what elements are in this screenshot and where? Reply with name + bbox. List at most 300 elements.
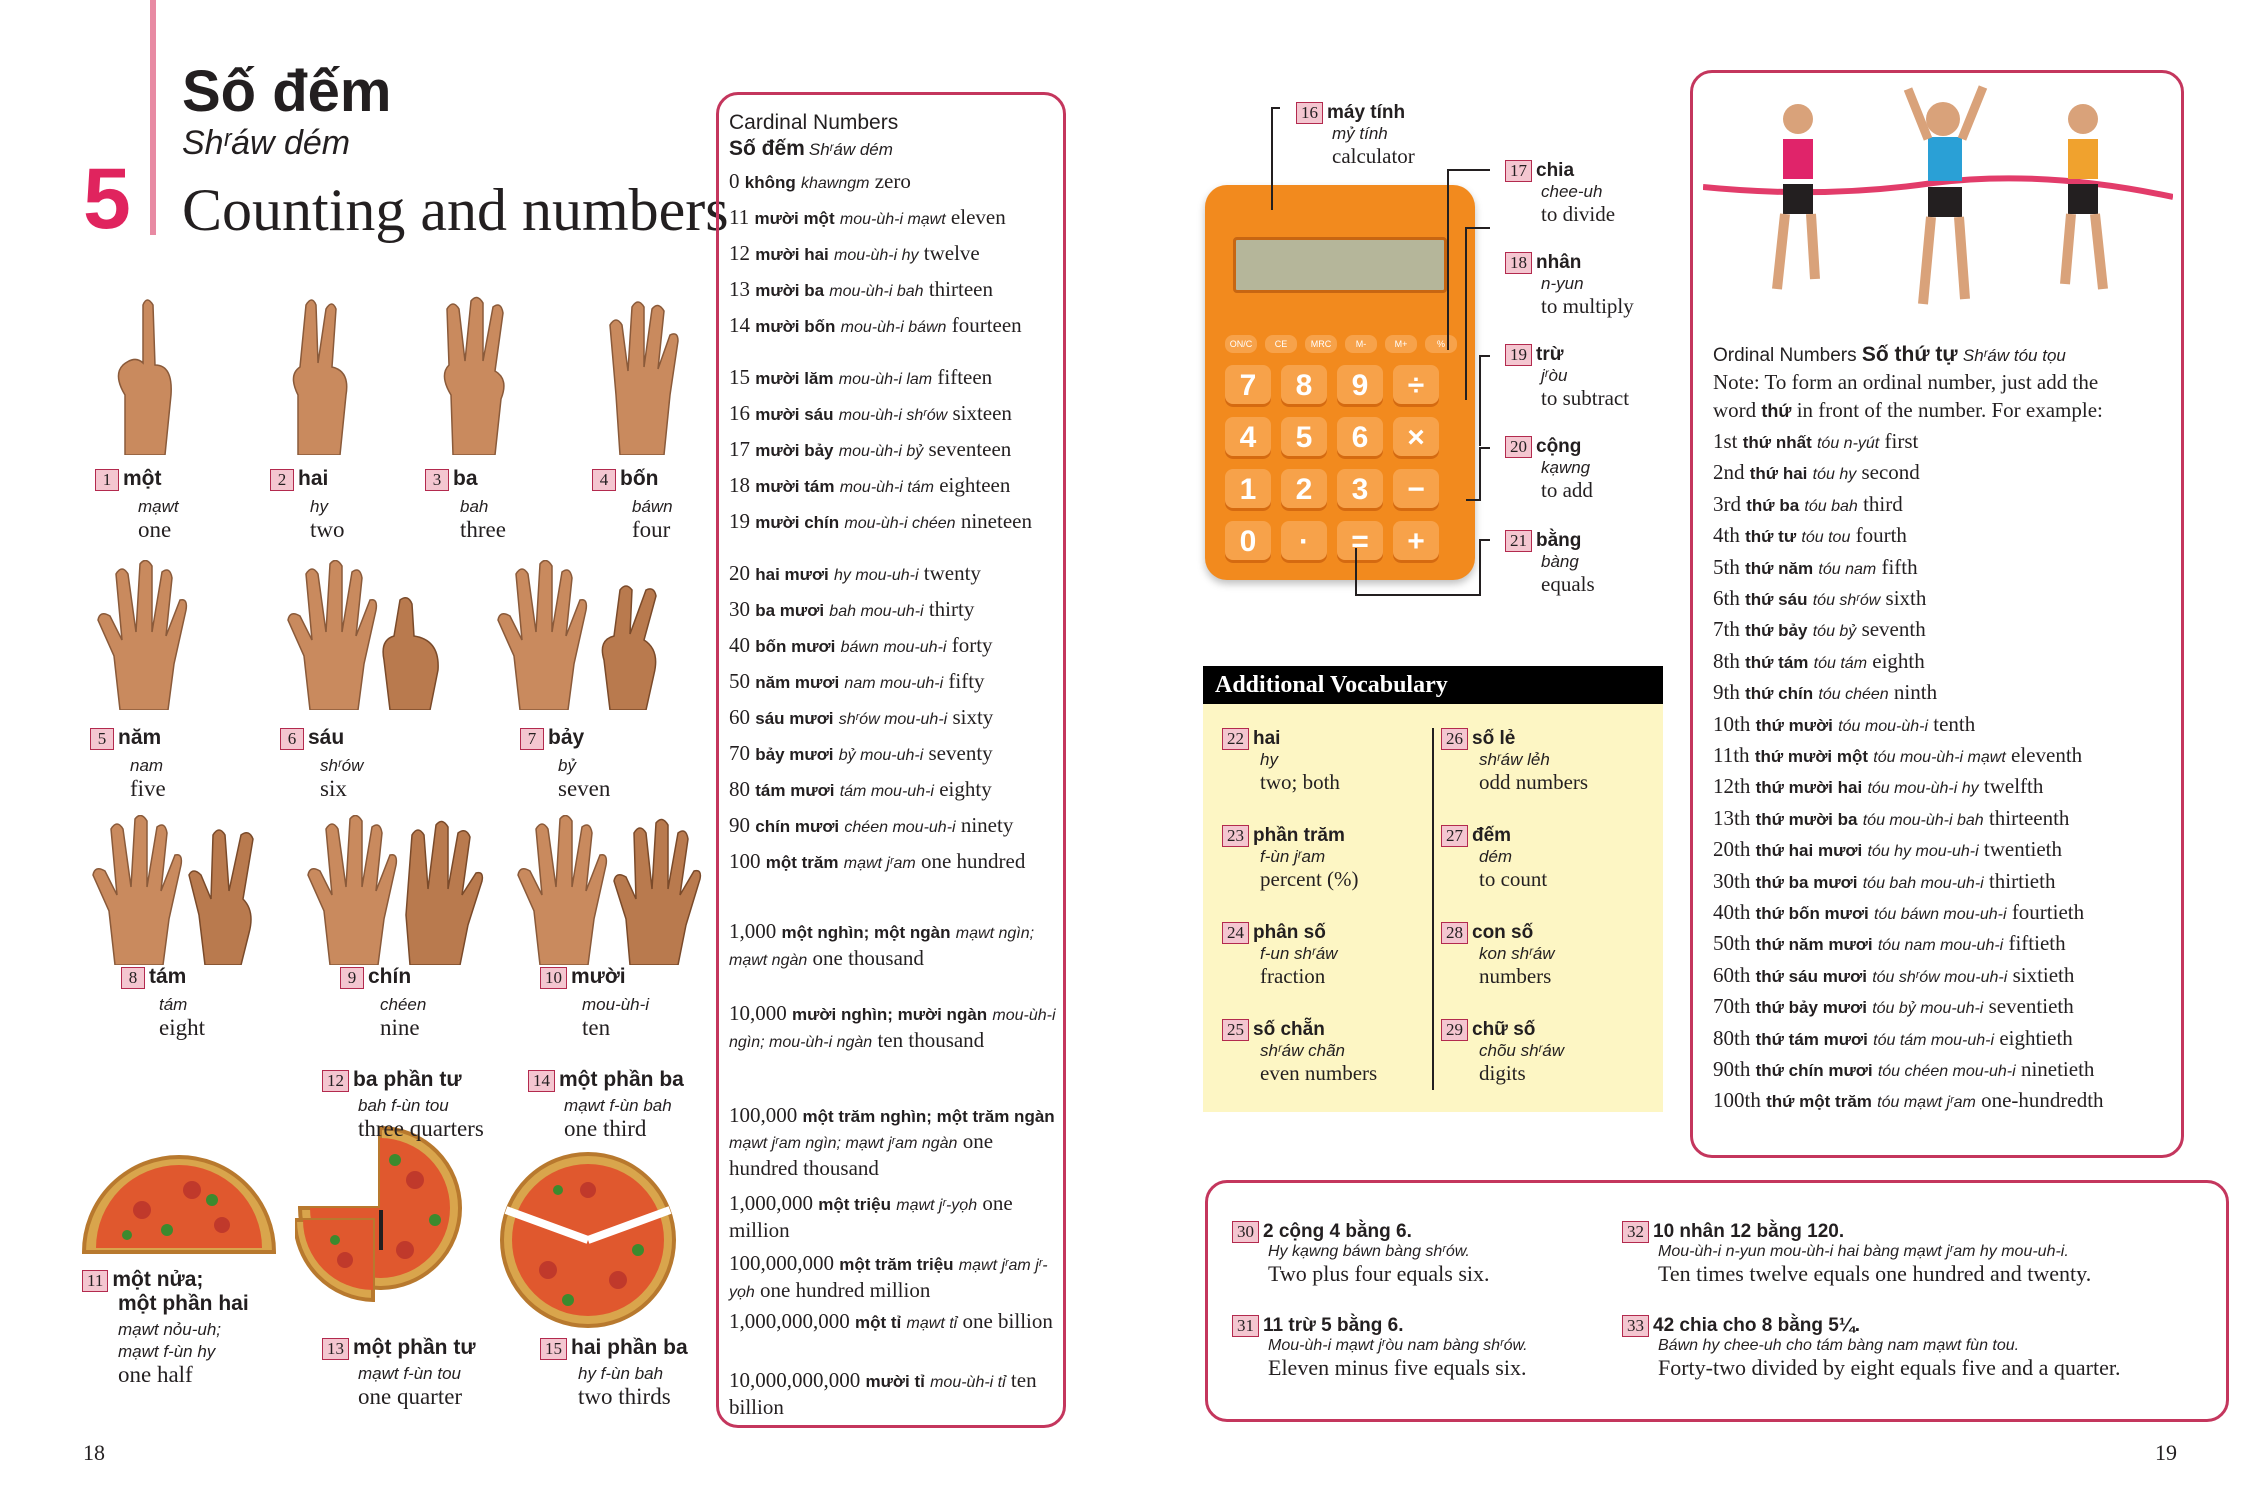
pronunciation: mou-ùh-i tám (839, 479, 934, 496)
vietnamese-word: thứ sáu mươi (1755, 966, 1867, 986)
pronunciation: mou-ùh-i mạwt (839, 211, 946, 228)
ordinal-number: 8th (1713, 648, 1740, 673)
ordinal-number: 13th (1713, 805, 1751, 830)
pizza-half-icon (82, 1150, 277, 1255)
english-word: eighteen (939, 473, 1011, 497)
english-word: thirteenth (1988, 805, 2070, 830)
pronunciation: kạwng (1541, 458, 1591, 477)
cardinal-heading-vietnamese: Số đếm (729, 137, 805, 160)
number-value: 70 (729, 741, 750, 765)
ordinal-row (1713, 806, 2173, 831)
item-number: 26 (1441, 728, 1468, 750)
page-number-left: 18 (83, 1440, 105, 1465)
vietnamese-word: không (744, 173, 796, 192)
vocabulary-item (1222, 922, 1432, 989)
pronunciation: tám (159, 995, 188, 1014)
vietnamese-word: ba (453, 467, 478, 490)
number-value: 100,000 (729, 1103, 798, 1127)
additional-vocabulary-heading: Additional Vocabulary (1203, 666, 1663, 704)
pronunciation: shʳáw lẻh (1479, 750, 1550, 769)
number-value: 14 (729, 313, 750, 337)
vietnamese-word: một phần tư (353, 1336, 476, 1359)
vietnamese-word: thứ bảy (1745, 621, 1808, 641)
page-title: Counting and numbers (182, 177, 729, 243)
cardinal-row (729, 473, 1059, 500)
vietnamese-word: thứ hai mươi (1755, 841, 1863, 861)
item-number: 13 (322, 1338, 349, 1360)
pronunciation: tóu nam (1818, 560, 1877, 578)
item-number: 9 (340, 967, 364, 989)
number-value: 13 (729, 277, 750, 301)
item-number: 21 (1505, 530, 1532, 552)
calculator-function-key: M+ (1385, 335, 1417, 353)
english-word: eighty (939, 777, 992, 801)
english-word: fourtieth (2011, 900, 2085, 924)
english-word: zero (874, 169, 911, 193)
ordinal-note: Note: To form an ordinal number, just add the (1713, 370, 2099, 394)
english-sentence: Ten times twelve equals one hundred and twenty. (1658, 1261, 2092, 1286)
english-word: fiftieth (2008, 931, 2066, 956)
item-number: 23 (1222, 825, 1249, 847)
english-word: even numbers (1260, 1061, 1378, 1085)
calculator-key: − (1393, 469, 1439, 511)
english-word: eleven (950, 205, 1006, 229)
pronunciation: tóu n-yút (1816, 435, 1880, 452)
vietnamese-word: mười lăm (755, 369, 834, 388)
callout-heading (1505, 530, 1705, 552)
vietnamese-word: thứ mười (1755, 715, 1833, 735)
number-value: 0 (729, 169, 740, 193)
pronunciation: tóu chéen mou-uh-i (1877, 1063, 2016, 1080)
ordinal-row (1713, 555, 2173, 580)
hand-one-icon (95, 295, 195, 455)
vietnamese-word: một nghìn; một ngàn (781, 923, 951, 942)
english-word: numbers (1479, 964, 1552, 988)
english-word: fifth (1881, 554, 1918, 579)
item-number: 6 (280, 728, 304, 750)
vietnamese-word: thứ bảy mươi (1755, 998, 1867, 1018)
vietnamese-word: bảy (548, 726, 585, 749)
pronunciation: mạwt f-ùn hy (118, 1342, 216, 1361)
ordinal-row (1713, 523, 2173, 548)
english-word: fifteen (937, 365, 993, 389)
item-number: 33 (1622, 1315, 1649, 1337)
calculator-callout (1505, 436, 1705, 503)
pronunciation: bỷ mou-uh-i (838, 747, 924, 764)
pronunciation: mạwt jʳam (843, 855, 916, 872)
pronunciation: mạwt ngìn; mạwt ngàn (729, 925, 1035, 969)
chapter-number: 5 (83, 151, 131, 247)
pronunciation: mạwt jʳam jʳ-yọh (729, 1257, 1048, 1301)
ordinal-row (1713, 492, 2173, 517)
cardinal-row (729, 919, 1059, 973)
calculator-key: 6 (1337, 417, 1383, 459)
hand-ten-icon (510, 815, 710, 965)
vietnamese-word: bốn mươi (755, 637, 836, 656)
vietnamese-word: thứ sáu (1745, 590, 1808, 609)
english-word: fifty (948, 669, 985, 693)
english-word: nine (380, 1015, 420, 1040)
ordinal-row (1713, 774, 2173, 799)
number-value: 10,000 (729, 1001, 787, 1025)
hand-four-icon (592, 295, 692, 455)
ordinal-number: 1st (1713, 429, 1738, 453)
vietnamese-sentence: 42 chia cho 8 bằng 5¼. (1653, 1315, 1860, 1336)
calculator-callout (1505, 344, 1705, 411)
ordinal-row (1713, 837, 2173, 862)
pronunciation: tóu mou-ùh-i hy (1867, 780, 1979, 798)
ordinal-number: 5th (1713, 554, 1740, 579)
vietnamese-word: mười tám (755, 477, 835, 496)
english-word: two (310, 517, 345, 542)
ordinal-row (1713, 460, 2173, 485)
column-divider (1432, 728, 1434, 1090)
page-number-right: 19 (2155, 1440, 2177, 1465)
item-number: 28 (1441, 922, 1468, 944)
hand-five-icon (90, 560, 200, 710)
cardinal-row (729, 669, 1059, 696)
english-word: twenty (923, 561, 981, 585)
ordinal-row (1713, 429, 2173, 454)
english-word: two; both (1260, 770, 1340, 794)
pronunciation: tóu tám (1813, 654, 1868, 672)
pronunciation: n-yun (1541, 274, 1584, 293)
english-word: seven (558, 776, 611, 801)
pronunciation: shʳów mou-uh-i (838, 711, 948, 728)
english-word: ninth (1893, 680, 1938, 705)
english-word: first (1884, 429, 1919, 453)
pronunciation: tóu chéen (1818, 686, 1889, 704)
calculator-key: 7 (1225, 365, 1271, 407)
vietnamese-word: máy tính (1327, 102, 1406, 123)
pronunciation: tóu tám mou-uh-i (1873, 1031, 1995, 1049)
vietnamese-word: bảy mươi (755, 745, 834, 764)
ordinal-number: 40th (1713, 900, 1751, 924)
calculator-key: 9 (1337, 365, 1383, 407)
english-word: three quarters (358, 1116, 484, 1141)
english-word: third (1863, 491, 1903, 516)
item-number: 31 (1232, 1315, 1259, 1337)
english-word: tenth (1933, 711, 1976, 736)
english-word: one thousand (812, 946, 924, 970)
ordinal-note-line (1713, 398, 2103, 423)
ordinal-number: 30th (1713, 868, 1751, 893)
english-word: thirteen (928, 277, 993, 301)
chapter-rule (150, 0, 156, 235)
item-number: 17 (1505, 160, 1532, 182)
vietnamese-word: chia (1536, 160, 1575, 181)
item-number: 4 (592, 469, 616, 491)
pronunciation: tóu báwn mou-uh-i (1874, 906, 2007, 923)
english-word: fourth (1855, 523, 1907, 548)
number-value: 100 (729, 849, 761, 873)
vietnamese-word: thứ mười ba (1755, 809, 1858, 829)
pronunciation: tóu bah mou-uh-i (1862, 874, 1984, 892)
math-example (1622, 1221, 2202, 1287)
english-word: one quarter (358, 1384, 463, 1409)
item-number: 14 (528, 1070, 555, 1092)
calculator-callout (1296, 102, 1496, 169)
vietnamese-word: một trăm nghìn; một trăm ngàn (802, 1107, 1055, 1126)
pronunciation: tóu shʳów (1812, 592, 1881, 609)
cardinal-heading: Cardinal Numbers (729, 111, 899, 134)
pronunciation: báwn mou-uh-i (840, 639, 947, 656)
hand-seven-icon (490, 560, 690, 710)
hand-three-icon (425, 295, 525, 455)
pronunciation: Hy kạwng báwn bàng shʳów. (1268, 1243, 1470, 1260)
pronunciation: kon shʳáw (1479, 944, 1555, 963)
calculator-callout (1505, 530, 1705, 597)
vietnamese-word: trừ (1536, 344, 1564, 365)
calculator-key: 2 (1281, 469, 1327, 511)
pronunciation: mou-ùh-i bah (829, 283, 924, 300)
item-number: 19 (1505, 344, 1532, 366)
cardinal-row (729, 1103, 1059, 1180)
english-word: four (632, 517, 671, 542)
number-value: 1,000,000,000 (729, 1309, 850, 1333)
calculator-key: + (1393, 521, 1439, 563)
number-value: 19 (729, 509, 750, 533)
cardinal-row (729, 1251, 1059, 1305)
english-word: ten thousand (877, 1028, 985, 1052)
vocabulary-item (1441, 825, 1651, 892)
pronunciation: tóu bỷ (1812, 623, 1857, 641)
vietnamese-sentence: 2 cộng 4 bằng 6. (1263, 1221, 1412, 1242)
calculator-function-key: MRC (1305, 335, 1337, 353)
vietnamese-word: mười hai (755, 245, 829, 264)
pronunciation: dém (1479, 847, 1513, 866)
english-word: seventh (1861, 617, 1926, 642)
item-number: 11 (82, 1270, 108, 1292)
vocabulary-heading (1222, 922, 1432, 944)
english-word: three (460, 517, 506, 542)
vietnamese-word: phân số (1253, 922, 1326, 943)
ordinal-row (1713, 931, 2173, 956)
ordinal-row (1713, 649, 2173, 674)
pronunciation: mạwt nỏu-uh; (118, 1320, 221, 1339)
ordinal-number: 9th (1713, 680, 1740, 705)
pronunciation: mou-ùh-i bỷ (838, 443, 924, 460)
vietnamese-word: hai (1253, 728, 1281, 749)
english-word: thirtieth (1988, 868, 2056, 893)
english-word: one (138, 517, 172, 542)
hand-eight-icon (85, 815, 285, 965)
english-word: to add (1541, 478, 1593, 502)
vocabulary-item (1441, 728, 1651, 795)
vietnamese-word: thứ bốn mươi (1755, 904, 1869, 923)
pronunciation: tóu tou (1801, 529, 1851, 547)
vietnamese-word: mười sáu (755, 405, 834, 424)
ordinal-number: 4th (1713, 523, 1740, 548)
vietnamese-word: thứ nhất (1742, 433, 1812, 452)
english-word: to count (1479, 867, 1548, 891)
english-word: calculator (1332, 144, 1415, 168)
pronunciation: mạwt f-ùn tou (358, 1364, 461, 1383)
english-word: fraction (1260, 964, 1326, 988)
ordinal-row (1713, 712, 2173, 737)
calculator-key: 3 (1337, 469, 1383, 511)
number-value: 60 (729, 705, 750, 729)
cardinal-row (729, 365, 1059, 392)
vietnamese-word: chữ số (1472, 1019, 1536, 1040)
item-number: 15 (540, 1338, 567, 1360)
vocabulary-heading (1441, 922, 1651, 944)
cardinal-numbers-box (716, 92, 1066, 1428)
pronunciation: tóu hy (1812, 466, 1857, 484)
english-sentence: Two plus four equals six. (1268, 1261, 1490, 1286)
vietnamese-word: thứ năm (1745, 558, 1814, 578)
pronunciation: tám mou-uh-i (839, 783, 934, 800)
pronunciation: Mou-ùh-i mạwt jʳòu nam bàng shʳów. (1268, 1337, 1528, 1354)
cardinal-row (729, 741, 1059, 768)
pronunciation: f-ùn jʳam (1260, 847, 1326, 866)
pronunciation: mou-ùh-i shʳów (838, 407, 948, 424)
number-value: 15 (729, 365, 750, 389)
pronunciation: mạwt f-ùn bah (564, 1096, 672, 1115)
cardinal-row (729, 561, 1059, 588)
english-word: to multiply (1541, 294, 1634, 318)
number-value: 30 (729, 597, 750, 621)
vietnamese-word: mười tỉ (865, 1372, 925, 1391)
pronunciation: mỷ tính (1332, 124, 1388, 143)
ordinal-number: 20th (1713, 837, 1751, 862)
english-word: eighth (1872, 648, 1925, 673)
vietnamese-word: một nửa; (112, 1268, 204, 1291)
ordinal-number: 80th (1713, 1025, 1751, 1050)
pronunciation: mạwt jʳ-yọh (896, 1197, 978, 1214)
vietnamese-word: mười chín (755, 513, 840, 532)
english-word: to divide (1541, 202, 1616, 226)
ordinal-number: 3rd (1713, 491, 1741, 516)
calculator-callout (1505, 160, 1705, 227)
number-value: 40 (729, 633, 750, 657)
pronunciation: mou-ùh-i (582, 995, 650, 1014)
ordinal-row (1713, 869, 2173, 894)
english-word: six (320, 776, 347, 801)
vietnamese-word: thứ mười hai (1755, 778, 1863, 798)
english-word: two thirds (578, 1384, 671, 1409)
vietnamese-word: thứ chín (1745, 684, 1814, 704)
pizza-quarters-icon (295, 1120, 465, 1305)
item-number: 2 (270, 469, 294, 491)
pronunciation: mou-ùh-i báwn (840, 319, 947, 336)
english-word: to subtract (1541, 386, 1630, 410)
vietnamese-word: mười bảy (755, 441, 834, 460)
cardinal-row (729, 205, 1059, 232)
number-value: 18 (729, 473, 750, 497)
vietnamese-word: sáu mươi (755, 709, 834, 728)
vietnamese-word: chín (368, 965, 412, 988)
calculator-key: = (1337, 521, 1383, 563)
pronunciation: báwn (632, 497, 673, 516)
vocabulary-heading (1441, 728, 1651, 750)
vietnamese-word: thứ tám mươi (1755, 1029, 1868, 1049)
ordinal-row (1713, 586, 2173, 611)
vietnamese-word: năm (118, 726, 162, 749)
pronunciation: hy (1260, 750, 1278, 769)
english-word: forty (951, 633, 993, 657)
item-number: 16 (1296, 102, 1323, 124)
vietnamese-word: ba mươi (755, 601, 825, 620)
vietnamese-word: thứ tám (1745, 652, 1809, 672)
vietnamese-word: năm mươi (755, 673, 840, 692)
vietnamese-word: một trăm triệu (839, 1255, 954, 1274)
pronunciation: chéen mou-uh-i (844, 819, 956, 836)
pronunciation: jʳòu (1541, 366, 1568, 385)
pronunciation: shʳów (320, 756, 364, 775)
english-word: odd numbers (1479, 770, 1589, 794)
ordinal-number: 60th (1713, 962, 1751, 987)
item-number: 3 (425, 469, 449, 491)
cardinal-row (729, 1191, 1059, 1242)
pronunciation: hy mou-uh-i (834, 567, 919, 584)
pronunciation: mạwt tỉ (906, 1315, 958, 1332)
cardinal-row (729, 437, 1059, 464)
calculator-function-key: CE (1265, 335, 1297, 353)
pronunciation: mou-ùh-i ngìn; mou-ùh-i ngàn (729, 1007, 1056, 1051)
calculator-key: × (1393, 417, 1439, 459)
pronunciation: tóu bỷ mou-uh-i (1872, 1000, 1984, 1018)
cardinal-row (729, 633, 1059, 660)
ordinal-row (1713, 900, 2173, 925)
ordinal-number: 12th (1713, 774, 1751, 799)
callout-heading (1505, 160, 1705, 182)
calculator-key: · (1281, 521, 1327, 563)
calculator-function-key: ON/C (1225, 335, 1257, 353)
ordinal-number: 7th (1713, 617, 1740, 642)
pronunciation: tóu hy mou-uh-i (1867, 843, 1979, 861)
pronunciation: tóu bah (1804, 497, 1858, 515)
cardinal-row (729, 813, 1059, 840)
cardinal-row (729, 313, 1059, 340)
pronunciation: mou-ùh-i hy (834, 247, 919, 264)
vietnamese-word: số lẻ (1472, 728, 1516, 749)
calculator-key: 0 (1225, 521, 1271, 563)
pronunciation: bah mou-uh-i (829, 603, 924, 620)
pronunciation: tóu mou-ùh-i bah (1862, 811, 1984, 829)
vietnamese-word: thứ ba (1746, 495, 1800, 515)
number-value: 50 (729, 669, 750, 693)
english-word: eight (159, 1015, 205, 1040)
vietnamese-word: cộng (1536, 436, 1582, 457)
item-number: 22 (1222, 728, 1249, 750)
number-value: 1,000 (729, 919, 777, 943)
example-heading (1622, 1221, 2202, 1243)
vietnamese-word: thứ một trăm (1766, 1092, 1872, 1112)
vietnamese-word: thứ chín mươi (1755, 1061, 1873, 1080)
page-title-pronunciation: Shʳáw dém (182, 124, 351, 162)
english-word: one hundred million (760, 1278, 931, 1302)
vietnamese-sentence: 10 nhân 12 bằng 120. (1653, 1221, 1845, 1242)
vietnamese-word: số chẵn (1253, 1019, 1325, 1040)
vietnamese-word: mười một (754, 209, 835, 228)
vietnamese-word: bằng (1536, 530, 1582, 551)
item-number: 5 (90, 728, 114, 750)
ordinal-row (1713, 1057, 2173, 1082)
english-word: seventeen (928, 437, 1012, 461)
ordinal-row (1713, 743, 2173, 768)
hand-six-icon (280, 560, 460, 710)
pronunciation: bỷ (558, 756, 576, 775)
vietnamese-word: thứ năm mươi (1755, 935, 1873, 955)
english-sentence: Forty-two divided by eight equals five and a quarter. (1658, 1355, 2121, 1380)
callout-heading (1505, 344, 1705, 366)
english-word: one third (564, 1116, 647, 1141)
english-sentence: Eleven minus five equals six. (1268, 1355, 1527, 1380)
english-word: five (130, 776, 166, 801)
vietnamese-word: mười nghìn; mười ngàn (792, 1005, 988, 1024)
vietnamese-word: một tỉ (855, 1313, 902, 1332)
